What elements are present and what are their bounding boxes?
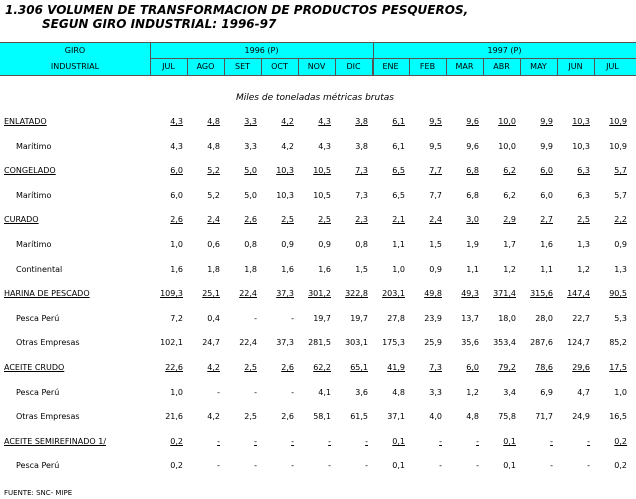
table-cell: - (217, 461, 220, 471)
table-cell: 1,1 (392, 240, 405, 249)
table-cell: 7,3 (429, 363, 442, 372)
table-cell: 5,7 (614, 190, 627, 200)
table-cell: 203,1 (382, 289, 405, 299)
table-cell: 2,5 (281, 215, 294, 225)
table-cell: 1,1 (466, 264, 479, 274)
table-cell: 49,3 (461, 289, 479, 299)
table-cell: 1,6 (540, 240, 553, 249)
table-cell: 29,6 (572, 363, 590, 372)
table-cell: 22,4 (239, 289, 257, 299)
table-cell: 102,1 (160, 338, 183, 348)
table-row (0, 338, 636, 352)
table-cell: 22,4 (239, 338, 257, 348)
table-cell: 6,1 (392, 117, 405, 126)
table-cell: 79,2 (498, 363, 516, 372)
table-cell: 22,6 (165, 363, 183, 372)
table-cell: 9,9 (540, 141, 553, 151)
table-row (0, 117, 636, 131)
table-cell: - (365, 436, 368, 446)
table-cell: 10,5 (313, 190, 331, 200)
table-cell: 6,8 (466, 166, 479, 176)
header-month: ABR (493, 62, 510, 71)
header-month: MAR (455, 62, 474, 71)
table-cell: - (587, 461, 590, 471)
header-divider (409, 58, 410, 75)
header-year-1997: 1997 (P) (487, 46, 522, 55)
table-cell: - (328, 436, 331, 446)
table-cell: 6,2 (503, 166, 516, 176)
table-cell: 10,3 (572, 141, 590, 151)
table-cell: 2,3 (355, 215, 368, 225)
table-cell: 0,8 (244, 240, 257, 249)
table-cell: 7,3 (355, 166, 368, 176)
source-footer: FUENTE: SNC- MIPE (4, 489, 73, 497)
table-cell: 5,2 (207, 166, 220, 176)
table-cell: 24,9 (572, 412, 590, 422)
table-cell: 2,5 (244, 363, 257, 372)
table-cell: 0,4 (207, 313, 220, 323)
table-cell: 2,4 (429, 215, 442, 225)
table-cell: - (439, 461, 442, 471)
header-divider (335, 58, 336, 75)
table-cell: 0,8 (355, 240, 368, 249)
table-cell: 25,1 (202, 289, 220, 299)
table-cell: 5,0 (244, 166, 257, 176)
table-cell: - (550, 461, 553, 471)
table-cell: 4,7 (577, 387, 590, 397)
header-month: JUL (162, 62, 175, 71)
table-cell: 10,3 (276, 166, 294, 176)
table-cell: 2,7 (540, 215, 553, 225)
table-cell: - (587, 436, 590, 446)
table-row (0, 191, 636, 205)
header-divider (594, 58, 595, 75)
table-cell: 5,7 (614, 166, 627, 176)
table-cell: 2,6 (170, 215, 183, 225)
table-row (0, 461, 636, 475)
table-cell: 10,3 (572, 117, 590, 126)
table-cell: 78,6 (535, 363, 553, 372)
table-cell: 3,8 (355, 117, 368, 126)
table-cell: 4,8 (207, 141, 220, 151)
table-cell: 1,2 (577, 264, 590, 274)
table-cell: 1,5 (355, 264, 368, 274)
table-cell: 109,3 (160, 289, 183, 299)
table-cell: 23,9 (424, 313, 442, 323)
table-cell: 19,7 (313, 313, 331, 323)
header-month: AGO (196, 62, 215, 71)
table-cell: 37,3 (276, 289, 294, 299)
table-cell: 21,6 (165, 412, 183, 422)
header-month: MAY (530, 62, 547, 71)
table-cell: 7,3 (355, 190, 368, 200)
table-cell: 75,8 (498, 412, 516, 422)
table-cell: 2,5 (318, 215, 331, 225)
table-cell: 1,8 (207, 264, 220, 274)
table-cell: 10,3 (276, 190, 294, 200)
row-label: Continental (16, 264, 63, 274)
table-cell: 28,0 (535, 313, 553, 323)
table-cell: 0,2 (614, 461, 627, 471)
table-cell: 10,9 (609, 117, 627, 126)
row-label: CURADO (4, 215, 39, 225)
header-giro: GIRO (64, 46, 86, 55)
row-label: Marítimo (16, 240, 52, 249)
table-cell: 1,9 (466, 240, 479, 249)
table-cell: 35,6 (461, 338, 479, 348)
table-title: 1.306 VOLUMEN DE TRANSFORMACION DE PRODUCTOS PESQUEROS, (5, 3, 469, 17)
row-label: Pesca Perú (16, 387, 60, 397)
table-cell: 6,0 (466, 363, 479, 372)
table-cell: 2,9 (503, 215, 516, 225)
row-label: ACEITE SEMIREFINADO 1/ (4, 436, 107, 446)
table-cell: 315,6 (530, 289, 553, 299)
row-label: ACEITE CRUDO (4, 363, 65, 372)
table-cell: 10,5 (313, 166, 331, 176)
table-cell: 58,1 (313, 412, 331, 422)
table-cell: - (439, 436, 442, 446)
table-cell: 5,3 (614, 313, 627, 323)
table-cell: 1,2 (503, 264, 516, 274)
row-label: ENLATADO (4, 117, 47, 126)
header-month: ENE (382, 62, 399, 71)
table-cell: 27,8 (387, 313, 405, 323)
table-cell: - (476, 461, 479, 471)
header-year-1996: 1996 (P) (244, 46, 279, 55)
table-cell: 0,1 (503, 461, 516, 471)
table-cell: 2,1 (392, 215, 405, 225)
table-cell: 61,5 (350, 412, 368, 422)
table-cell: 6,5 (392, 190, 405, 200)
table-cell: 1,3 (614, 264, 627, 274)
table-cell: 16,5 (609, 412, 627, 422)
table-cell: 9,6 (466, 141, 479, 151)
header-divider (298, 58, 299, 75)
header-month: SET (234, 62, 251, 71)
table-cell: 4,3 (170, 117, 183, 126)
table-cell: 4,8 (466, 412, 479, 422)
table-row (0, 240, 636, 254)
table-cell: 4,3 (318, 141, 331, 151)
table-cell: 10,9 (609, 141, 627, 151)
row-label: Marítimo (16, 190, 52, 200)
table-row (0, 142, 636, 156)
table-cell: 7,7 (429, 166, 442, 176)
table-cell: 0,1 (503, 436, 516, 446)
table-row (0, 314, 636, 328)
table-cell: - (328, 461, 331, 471)
table-cell: 2,6 (281, 412, 294, 422)
table-cell: 19,7 (350, 313, 368, 323)
table-cell: 6,0 (170, 166, 183, 176)
table-cell: - (254, 387, 257, 397)
table-row (0, 289, 636, 303)
table-cell: 3,8 (355, 141, 368, 151)
table-cell: 90,5 (609, 289, 627, 299)
table-cell: 62,2 (313, 363, 331, 372)
table-cell: 1,6 (318, 264, 331, 274)
table-cell: 0,6 (207, 240, 220, 249)
table-cell: 17,5 (609, 363, 627, 372)
row-label: CONGELADO (4, 166, 56, 176)
table-cell: 6,5 (392, 166, 405, 176)
table-header (0, 42, 636, 76)
table-cell: 1,7 (503, 240, 516, 249)
row-label: HARINA DE PESCADO (4, 289, 90, 299)
table-cell: - (254, 313, 257, 323)
header-month: JUL (606, 62, 619, 71)
table-cell: 322,8 (345, 289, 368, 299)
table-cell: 1,6 (281, 264, 294, 274)
table-cell: 10,0 (498, 117, 516, 126)
table-cell: 6,0 (540, 190, 553, 200)
table-cell: 2,2 (614, 215, 627, 225)
table-cell: - (254, 461, 257, 471)
table-title-line2: SEGUN GIRO INDUSTRIAL: 1996-97 (42, 17, 277, 31)
header-divider (261, 58, 262, 75)
table-cell: 0,1 (392, 436, 405, 446)
table-cell: 1,8 (244, 264, 257, 274)
table-cell: 6,8 (466, 190, 479, 200)
table-row (0, 412, 636, 426)
table-cell: 9,5 (429, 141, 442, 151)
header-divider (372, 58, 373, 75)
unit-subtitle: Miles de toneladas métricas brutas (236, 93, 394, 103)
table-row (0, 166, 636, 180)
table-row (0, 437, 636, 451)
header-divider (187, 58, 188, 75)
table-cell: 3,6 (355, 387, 368, 397)
table-cell: 301,2 (308, 289, 331, 299)
table-cell: 25,9 (424, 338, 442, 348)
table-cell: 2,5 (577, 215, 590, 225)
header-month: JUN (568, 62, 583, 71)
header-divider (224, 58, 225, 75)
table-cell: 5,2 (207, 190, 220, 200)
header-industrial: INDUSTRIAL (50, 62, 100, 71)
table-cell: 9,6 (466, 117, 479, 126)
table-cell: 0,2 (170, 436, 183, 446)
table-cell: - (291, 387, 294, 397)
header-month: DIC (346, 62, 361, 71)
table-cell: 37,1 (387, 412, 405, 422)
table-cell: 1,0 (170, 240, 183, 249)
row-label: Otras Empresas (16, 412, 80, 422)
table-cell: 1,0 (614, 387, 627, 397)
header-divider (557, 58, 558, 75)
table-cell: 65,1 (350, 363, 368, 372)
table-cell: 7,2 (170, 313, 183, 323)
table-cell: 4,2 (281, 117, 294, 126)
table-cell: 287,6 (530, 338, 553, 348)
table-cell: 6,2 (503, 190, 516, 200)
table-cell: - (365, 461, 368, 471)
table-cell: 1,3 (577, 240, 590, 249)
table-cell: 4,0 (429, 412, 442, 422)
header-year-rule (150, 58, 636, 59)
table-cell: 9,5 (429, 117, 442, 126)
table-cell: - (254, 436, 257, 446)
table-cell: 4,2 (207, 412, 220, 422)
table-cell: 6,3 (577, 166, 590, 176)
table-cell: 6,0 (540, 166, 553, 176)
table-cell: 4,3 (170, 141, 183, 151)
table-cell: 303,1 (345, 338, 368, 348)
header-divider (520, 58, 521, 75)
table-cell: 124,7 (567, 338, 590, 348)
row-label: Otras Empresas (16, 338, 80, 348)
table-cell: 0,2 (614, 436, 627, 446)
table-row (0, 265, 636, 279)
table-cell: 5,0 (244, 190, 257, 200)
table-cell: 9,9 (540, 117, 553, 126)
table-cell: 4,2 (207, 363, 220, 372)
table-cell: 1,6 (170, 264, 183, 274)
table-cell: 1,2 (466, 387, 479, 397)
table-cell: 2,6 (244, 215, 257, 225)
table-cell: - (217, 387, 220, 397)
table-cell: 10,0 (498, 141, 516, 151)
table-cell: 3,3 (244, 117, 257, 126)
table-cell: 4,8 (207, 117, 220, 126)
table-cell: - (291, 313, 294, 323)
table-cell: - (291, 461, 294, 471)
table-cell: 7,7 (429, 190, 442, 200)
table-cell: 3,4 (503, 387, 516, 397)
table-cell: - (217, 436, 220, 446)
table-cell: 281,5 (308, 338, 331, 348)
table-cell: 1,0 (392, 264, 405, 274)
table-cell: 1,0 (170, 387, 183, 397)
table-cell: 71,7 (535, 412, 553, 422)
table-cell: 18,0 (498, 313, 516, 323)
table-cell: 6,0 (170, 190, 183, 200)
header-month: OCT (271, 62, 288, 71)
table-cell: 3,3 (429, 387, 442, 397)
table-cell: - (476, 436, 479, 446)
header-divider (483, 58, 484, 75)
table-cell: 4,1 (318, 387, 331, 397)
table-cell: 4,8 (392, 387, 405, 397)
table-cell: 37,3 (276, 338, 294, 348)
table-cell: 6,3 (577, 190, 590, 200)
table-cell: 2,6 (281, 363, 294, 372)
header-divider (446, 58, 447, 75)
header-month: NOV (307, 62, 326, 71)
table-cell: 1,5 (429, 240, 442, 249)
table-cell: 4,3 (318, 117, 331, 126)
row-label: Pesca Perú (16, 313, 60, 323)
row-label: Pesca Perú (16, 461, 60, 471)
table-cell: 175,3 (382, 338, 405, 348)
header-month: FEB (419, 62, 436, 71)
table-cell: 41,9 (387, 363, 405, 372)
table-cell: 371,4 (493, 289, 516, 299)
table-cell: 24,7 (202, 338, 220, 348)
table-cell: 2,5 (244, 412, 257, 422)
table-cell: 6,9 (540, 387, 553, 397)
table-cell: 85,2 (609, 338, 627, 348)
table-cell: 2,4 (207, 215, 220, 225)
table-cell: 147,4 (567, 289, 590, 299)
table-cell: 3,0 (466, 215, 479, 225)
table-cell: 0,9 (429, 264, 442, 274)
table-row (0, 388, 636, 402)
table-cell: 6,1 (392, 141, 405, 151)
table-row (0, 363, 636, 377)
table-cell: - (291, 436, 294, 446)
table-cell: 49,8 (424, 289, 442, 299)
table-cell: 4,2 (281, 141, 294, 151)
table-cell: 353,4 (493, 338, 516, 348)
table-cell: 0,2 (170, 461, 183, 471)
table-cell: 22,7 (572, 313, 590, 323)
row-label: Marítimo (16, 141, 52, 151)
table-cell: - (550, 436, 553, 446)
table-cell: 3,3 (244, 141, 257, 151)
table-cell: 0,1 (392, 461, 405, 471)
table-cell: 0,9 (318, 240, 331, 249)
table-cell: 1,1 (540, 264, 553, 274)
table-cell: 0,9 (281, 240, 294, 249)
table-cell: 0,9 (614, 240, 627, 249)
table-row (0, 215, 636, 229)
table-cell: 13,7 (461, 313, 479, 323)
